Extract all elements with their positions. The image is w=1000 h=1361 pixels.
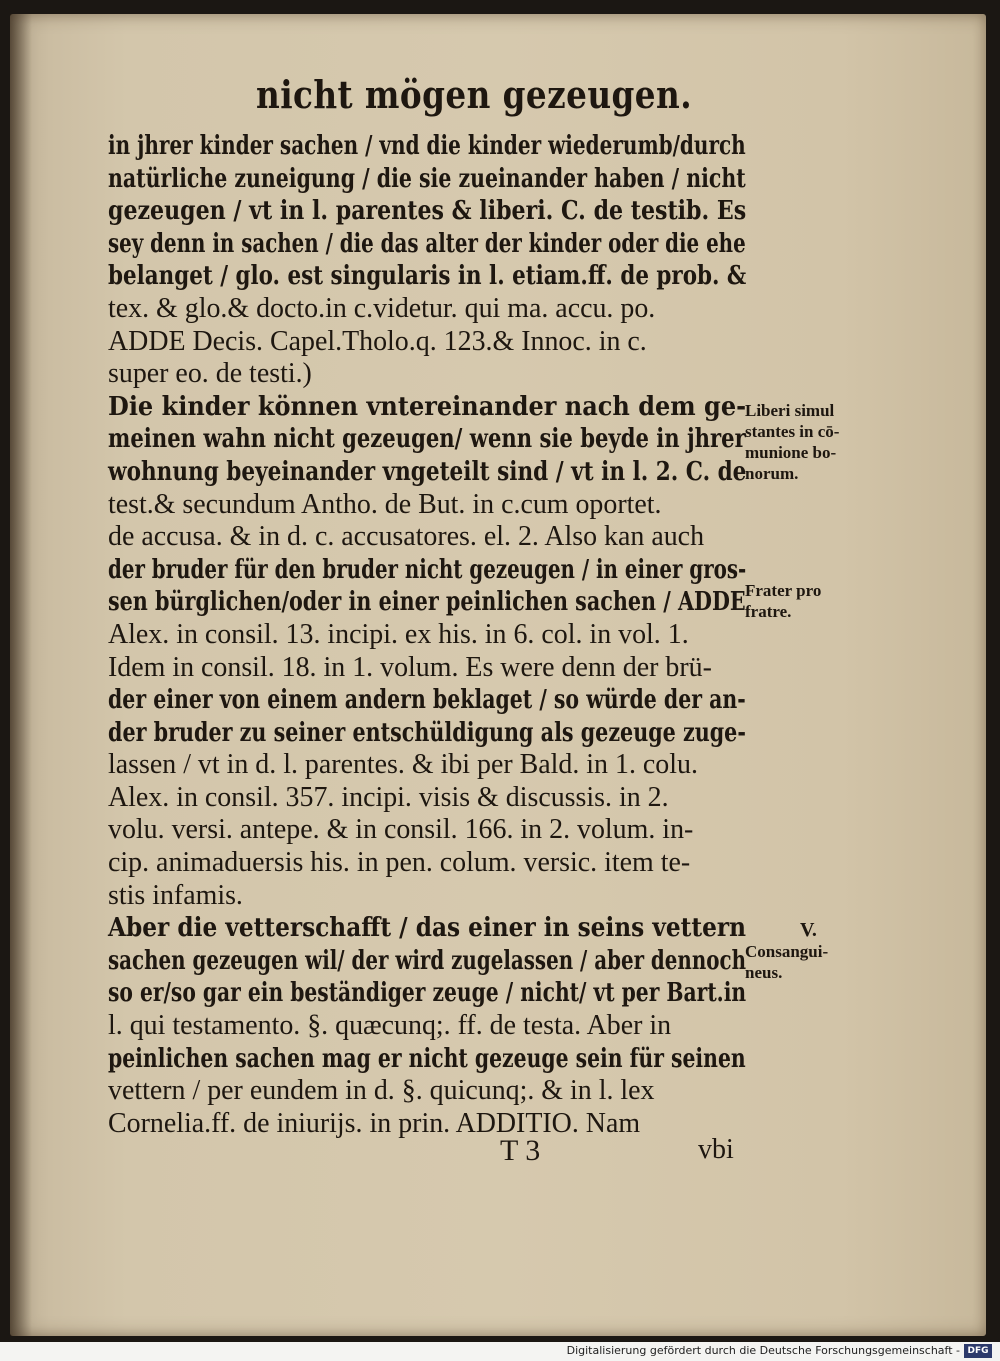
- text-line: gezeugen / vt in l. parentes & liberi. C. de testib. Es: [108, 196, 747, 227]
- footer-bar: [0, 1342, 1000, 1361]
- marginal-line: fratre.: [745, 602, 792, 621]
- footer-credit: Digitalisierung gefördert durch die Deutsche Forschungsgemeinschaft -: [566, 1344, 960, 1357]
- text-line: tex. & glo.& docto.in c.videtur. qui ma. accu. po.: [108, 292, 656, 324]
- signature-mark: T 3: [500, 1134, 541, 1167]
- text-line: sen bürglichen/oder in einer peinlichen sachen / ADDE: [108, 587, 746, 618]
- text-line: meinen wahn nicht gezeugen/ wenn sie beyde in jhrer: [108, 424, 746, 455]
- marginal-line: Liberi simul: [745, 401, 835, 420]
- marginal-line: norum.: [745, 464, 799, 483]
- text-line: Aber die vetterschafft / das einer in seins vettern: [108, 913, 746, 944]
- text-line: stis infamis.: [108, 879, 243, 911]
- text-line: vettern / per eundem in d. §. quicunq;. & in l. lex: [108, 1075, 655, 1107]
- text-line: belanget / glo. est singularis in l. etiam.ff. de prob. &: [108, 261, 747, 292]
- marginal-note-frater: [745, 580, 865, 622]
- text-line: der bruder zu seiner entschüldigung als gezeuge zuge-: [108, 717, 746, 748]
- text-line: Alex. in consil. 13. incipi. ex his. in 6. col. in vol. 1.: [108, 618, 689, 650]
- body-text: [108, 130, 748, 1140]
- marginal-line: munione bo-: [745, 443, 837, 462]
- marginal-line: Frater pro: [745, 581, 822, 600]
- text-line: super eo. de testi.): [108, 358, 312, 390]
- text-line: natürliche zuneigung / die sie zueinander haben / nicht: [108, 163, 746, 194]
- text-line: Die kinder können vntereinander nach dem ge-: [108, 391, 747, 422]
- text-line: sachen gezeugen wil/ der wird zugelassen / aber dennoch: [108, 945, 747, 976]
- text-line: cip. animaduersis his. in pen. colum. versic. item te-: [108, 847, 691, 879]
- text-line: in jhrer kinder sachen / vnd die kinder wiederumb/durch: [108, 131, 746, 161]
- text-line: wohnung beyeinander vngeteilt sind / vt in l. 2. C. de: [108, 456, 747, 487]
- marginal-note-liberi: [745, 400, 865, 484]
- text-line: ADDE Decis. Capel.Tholo.q. 123.& Innoc. in c.: [108, 325, 647, 357]
- text-line: sey denn in sachen / die das alter der kinder oder die ehe: [108, 228, 746, 259]
- dfg-logo: DFG: [964, 1344, 992, 1358]
- text-line: der bruder für den bruder nicht gezeugen / in einer gros-: [108, 554, 747, 585]
- marginal-line: stantes in cō-: [745, 422, 840, 441]
- catchword: vbi: [698, 1134, 734, 1165]
- text-line: so er/so gar ein beständiger zeuge / nicht/ vt per Bart.in: [108, 978, 747, 1009]
- marginal-line: Consangui-: [745, 942, 829, 961]
- gutter-shadow: [10, 14, 32, 1336]
- text-line: peinlichen sachen mag er nicht gezeuge sein für seinen: [108, 1043, 746, 1074]
- text-line: der einer von einem andern beklaget / so würde der an-: [108, 685, 746, 716]
- text-line: de accusa. & in d. c. accusatores. el. 2. Also kan auch: [108, 521, 705, 553]
- text-line: Idem in consil. 18. in 1. volum. Es were denn der brü-: [108, 651, 712, 683]
- text-line: volu. versi. antepe. & in consil. 166. in 2. volum. in-: [108, 814, 694, 846]
- text-line: test.& secundum Antho. de But. in c.cum oportet.: [108, 488, 662, 520]
- text-line: Alex. in consil. 357. incipi. visis & discussis. in 2.: [108, 781, 669, 813]
- text-line: Cornelia.ff. de iniurijs. in prin. ADDITIO. Nam: [108, 1107, 641, 1139]
- running-head: nicht mögen gezeugen.: [256, 72, 693, 117]
- marginal-note-consanguineus: [745, 920, 865, 983]
- text-line: l. qui testamento. §. quæcunq;. ff. de testa. Aber in: [108, 1010, 672, 1042]
- marginal-line: V.: [800, 919, 817, 941]
- text-line: lassen / vt in d. l. parentes. & ibi per Bald. in 1. colu.: [108, 749, 698, 781]
- marginal-line: neus.: [745, 963, 783, 982]
